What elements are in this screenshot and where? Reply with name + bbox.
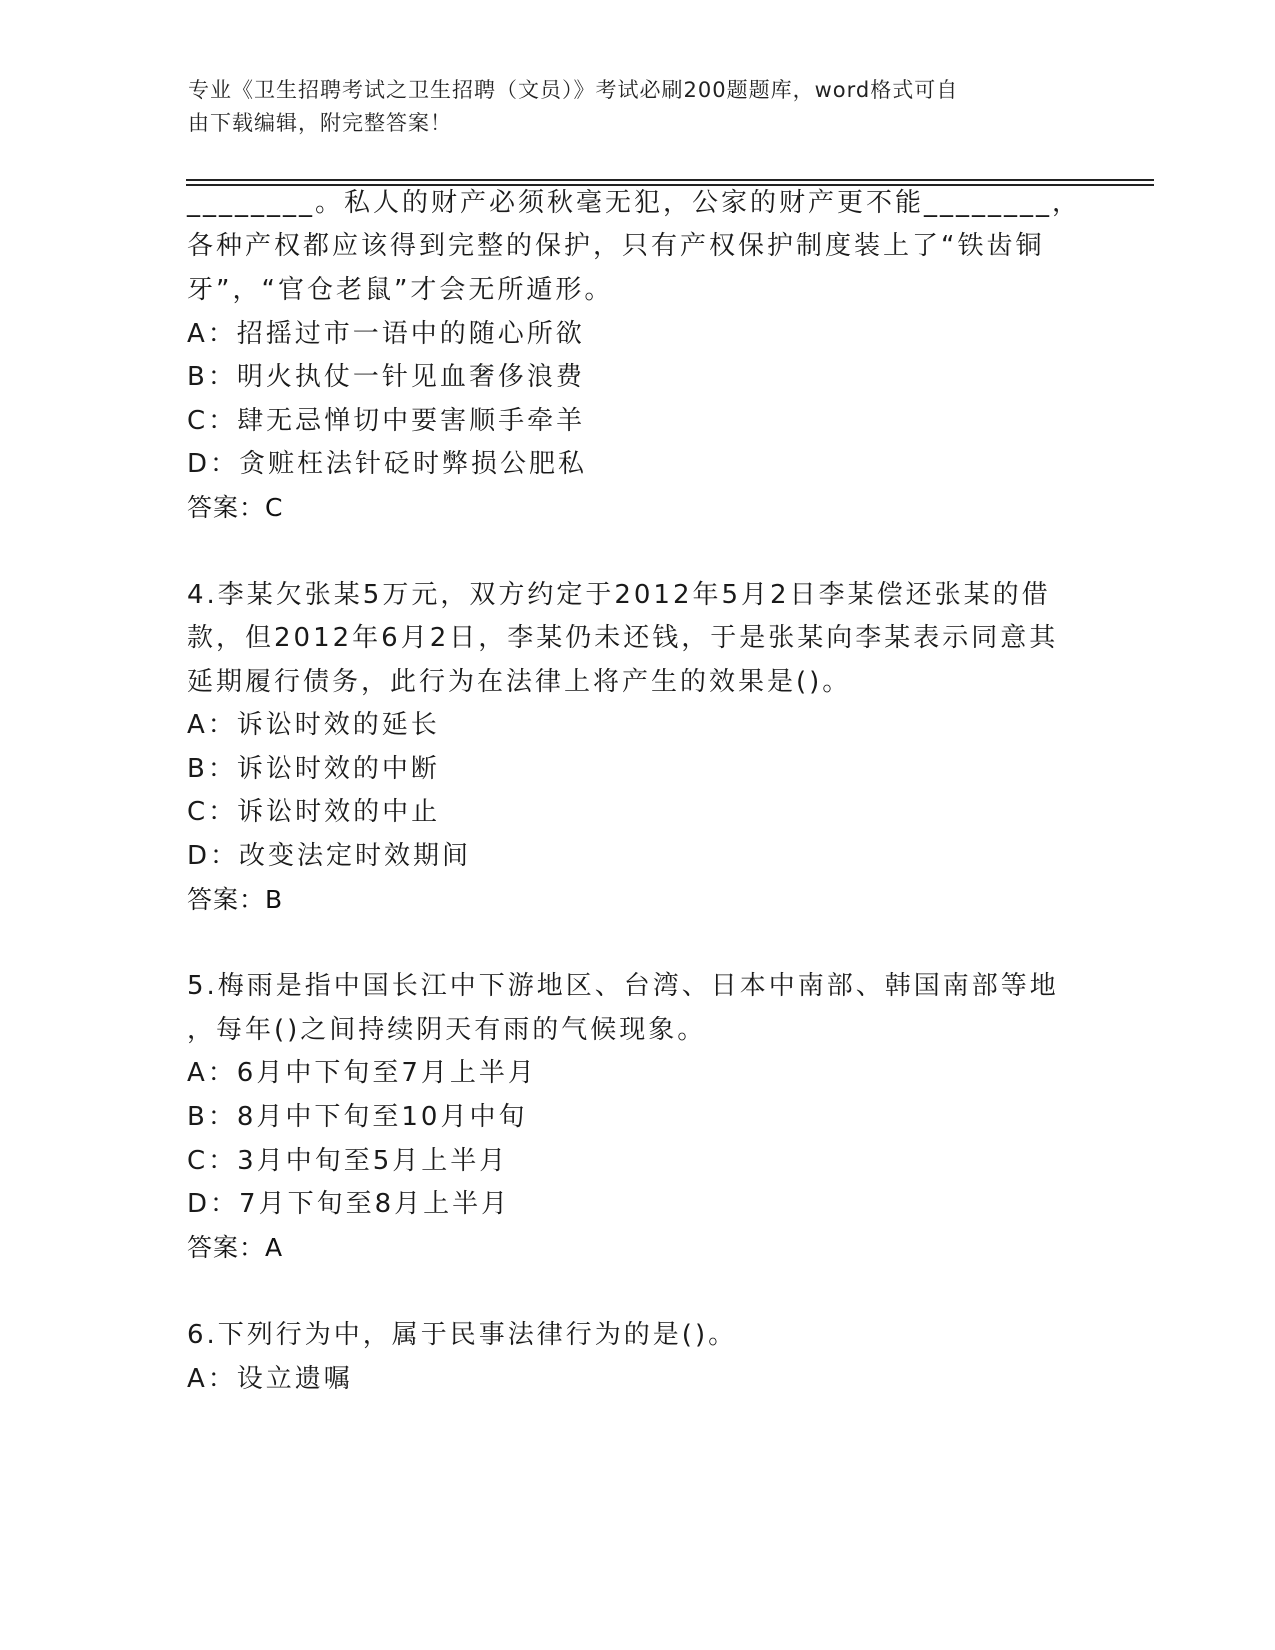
q3-option-d: D：贪赃枉法针砭时弊损公肥私 (187, 449, 588, 479)
q3-answer: 答案：C (187, 493, 284, 522)
q3-option-a: A：招摇过市一语中的随心所欲 (187, 319, 585, 349)
document-header (188, 74, 1068, 140)
header-divider-bottom (186, 184, 1154, 186)
q5-stem-line-1: 5.梅雨是指中国长江中下游地区、台湾、日本中南部、韩国南部等地 (187, 971, 1059, 1001)
q6-option-a: A：设立遗嘱 (187, 1364, 353, 1394)
q3-stem-line-3: 牙”，“官仓老鼠”才会无所遁形。 (187, 275, 614, 305)
q3-option-c: C：肆无忌惮切中要害顺手牵羊 (187, 406, 586, 436)
q5-option-a: A：6月中下旬至7月上半月 (187, 1058, 537, 1088)
q4-option-d: D：改变法定时效期间 (187, 841, 472, 871)
q4-stem-line-3: 延期履行债务，此行为在法律上将产生的效果是()。 (187, 667, 852, 697)
q3-option-b: B：明火执仗一针见血奢侈浪费 (187, 362, 585, 392)
q5-option-d: D：7月下旬至8月上半月 (187, 1189, 511, 1219)
q5-answer: 答案：A (187, 1233, 284, 1262)
q4-answer: 答案：B (187, 885, 284, 914)
q4-option-b: B：诉讼时效的中断 (187, 754, 440, 784)
q3-stem-line-1: ________。私人的财产必须秋毫无犯，公家的财产更不能________， (187, 188, 1082, 218)
q4-option-a: A：诉讼时效的延长 (187, 710, 440, 740)
q3-stem-line-2: 各种产权都应该得到完整的保护，只有产权保护制度装上了“铁齿铜 (187, 231, 1045, 261)
q5-option-b: B：8月中下旬至10月中旬 (187, 1102, 528, 1132)
q4-stem-line-2: 款，但2012年6月2日，李某仍未还钱，于是张某向李某表示同意其 (187, 623, 1059, 653)
header-divider-top (186, 179, 1154, 181)
q5-stem-line-2: ，每年()之间持续阴天有雨的气候现象。 (187, 1015, 707, 1045)
q5-option-c: C：3月中旬至5月上半月 (187, 1146, 509, 1176)
q4-stem-line-1: 4.李某欠张某5万元，双方约定于2012年5月2日李某偿还张某的借 (187, 580, 1051, 610)
q6-stem-line-1: 6.下列行为中，属于民事法律行为的是()。 (187, 1320, 738, 1350)
header-line-2: 由下载编辑，附完整答案！ (188, 111, 452, 135)
q4-option-c: C：诉讼时效的中止 (187, 797, 441, 827)
header-line-1: 专业《卫生招聘考试之卫生招聘（文员）》考试必刷200题题库，word格式可自 (188, 78, 959, 102)
